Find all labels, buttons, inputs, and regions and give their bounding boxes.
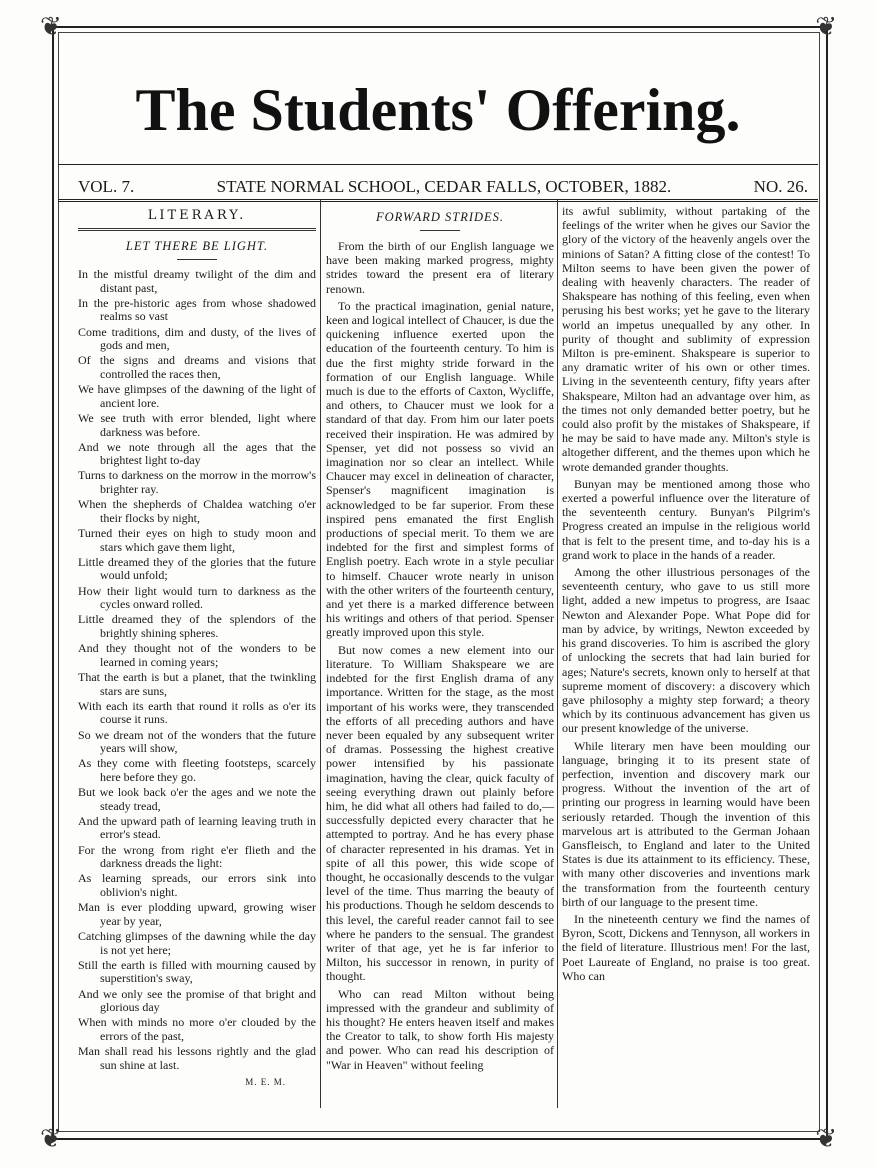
volume: VOL. 7. bbox=[78, 177, 135, 196]
poem-line: When the shepherds of Chaldea watching o'er their flocks by night, bbox=[78, 497, 316, 525]
poem-line: As learning spreads, our errors sink into oblivion's night. bbox=[78, 871, 316, 899]
poem-line: As they come with fleeting footsteps, scarcely here before they go. bbox=[78, 756, 316, 784]
poem-line: Catching glimpses of the dawning while the day is not yet here; bbox=[78, 928, 316, 957]
poem-line: But we look back o'er the ages and we note the steady tread, bbox=[78, 785, 316, 813]
divider bbox=[58, 199, 818, 202]
paragraph: Who can read Milton without being impressed with the grandeur and sublimity of his thought? He enters heaven itself and makes the Creator to talk, to show forth His majesty and power. Who can read his description of "War in Heaven" without feeling bbox=[326, 986, 554, 1072]
corner-ornament-icon: ❦ bbox=[40, 1124, 62, 1153]
poem-line: Turns to darkness on the morrow in the morrow's brighter ray. bbox=[78, 468, 316, 497]
poem-line: And we only see the promise of that bright and glorious day bbox=[78, 986, 316, 1015]
poem-line: In the mistful dreamy twilight of the dim and distant past, bbox=[78, 267, 316, 295]
poem-line: And they thought not of the wonders to be learned in coming years; bbox=[78, 641, 316, 669]
poem-line: And we note through all the ages that the brightest light to-day bbox=[78, 439, 316, 468]
poem-line: With each its earth that round it rolls as o'er its course it runs. bbox=[78, 698, 316, 727]
poem-line: Still the earth is filled with mourning caused by superstition's sway, bbox=[78, 957, 316, 986]
masthead-title: The Students' Offering. bbox=[135, 77, 741, 143]
poem-line: Turned their eyes on high to study moon and stars which gave them light, bbox=[78, 526, 316, 554]
school-date: STATE NORMAL SCHOOL, CEDAR FALLS, OCTOBER, 1882. bbox=[216, 177, 672, 196]
poem-line: When with minds no more o'er clouded by the errors of the past, bbox=[78, 1015, 316, 1043]
poem-line: Of the signs and dreams and visions that controlled the races then, bbox=[78, 353, 316, 381]
paragraph: Among the other illustrious personages of the seventeenth century, who gave to us still more light, added a new impetus to progress, are Isaac Newton and Alexander Pope. What Pope did for man by advice, by writings, Newton exceeded by his grand discoveries. To him is ascribed the glory of unlocking the secrets that had lain buried for ages; Nature's secrets, known only to herself at that supreme moment of discovery: a discovery which gave philosophy a mighty step forward; a theory which by its continuous advancement has given us our present knowledge of the universe. bbox=[562, 565, 810, 736]
paragraph: While literary men have been moulding our language, bringing it to its present state of perfection, invention and discovery mark our progress. Without the invention of the art of printing our progress in learning would have been seriously retarded. Though the invention of this marvelous art is attributed to the German Johaan Gansfleisch, to England and later to the United States is due its attainment to its efficiency. These, with many other discoveries and inventions mark the transformation from the fourteenth century birth of our language to the present time. bbox=[562, 738, 810, 909]
paragraph: Bunyan may be mentioned among those who exerted a powerful influence over the literature of the seventeenth century. Bunyan's Pilgrim's Progress created an impulse in the religious world that is felt to the present time, and to-day his is a grand work to place in the hands of a reader. bbox=[562, 476, 810, 562]
divider bbox=[58, 164, 818, 165]
article-body-continued bbox=[562, 204, 810, 983]
divider bbox=[177, 259, 217, 260]
poem-line: In the pre-historic ages from whose shadowed realms so vast bbox=[78, 295, 316, 324]
poem-line: And the upward path of learning leaving truth in error's stead. bbox=[78, 813, 316, 842]
poem-line: How their light would turn to darkness as the cycles onward rolled. bbox=[78, 583, 316, 612]
poem-line: Man shall read his lessons rightly and the glad sun shine at last. bbox=[78, 1044, 316, 1072]
poem-line: Little dreamed they of the splendors of the brightly shining spheres. bbox=[78, 612, 316, 640]
issue-number: NO. 26. bbox=[753, 177, 808, 196]
column-divider bbox=[557, 200, 558, 1108]
corner-ornament-icon: ❦ bbox=[815, 12, 837, 41]
article-body bbox=[326, 239, 554, 1072]
poem-line: So we dream not of the wonders that the future years will show, bbox=[78, 727, 316, 756]
corner-ornament-icon: ❦ bbox=[815, 1124, 837, 1153]
poem-line: We have glimpses of the dawning of the light of ancient lore. bbox=[78, 382, 316, 410]
poem-title: LET THERE BE LIGHT. bbox=[125, 239, 269, 253]
poem-body bbox=[78, 268, 316, 1072]
paragraph: From the birth of our English language we have been making marked progress, mighty strides toward the present era of literary renown. bbox=[326, 239, 554, 296]
paragraph: To the practical imagination, genial nature, keen and logical intellect of Chaucer, is due the quickening influence exerted upon the education of the fourteenth century. To him is due the first mighty stride forward in the formation of our English language. While much is due to the efforts of Caxton, Wycliffe, and others, to Chaucer must we look for a standard of that day. From him our later poets received their inspiration. He was admired by Spenser, yet did not possess so vivid an imagination nor so clear an intellect. While Chaucer may excel in delineation of character, Spenser's magnificent imagination is acknowledged to be far superior. From these inspired pens emanated the first English productions of special merit. To them we are indebted for the first and simplest forms of English poetry. Each wrote in a style peculiar to himself. Chaucer wrote nearly in unison with the other writers of the fourteenth century, and yet there is a marked difference between his writings and others of that period. Spenser greatly improved upon this style. bbox=[326, 298, 554, 640]
paragraph: In the nineteenth century we find the names of Byron, Scott, Dickens and Tennyson, all workers in the field of literature. Illustrious men! For the last, Poet Laureate of England, no praise is too great. Who can bbox=[562, 911, 810, 983]
poem-line: Little dreamed they of the glories that the future would unfold; bbox=[78, 554, 316, 583]
dateline bbox=[78, 177, 808, 197]
corner-ornament-icon: ❦ bbox=[40, 12, 62, 41]
paragraph: its awful sublimity, without partaking of the feelings of the writer when he gives our Savior the glory of the victory of the heavenly angels over the minions of Satan? A fitting close of the contest! To Milton seems to have been given the power of dealing with heavenly characters. The reader of Shakspeare has nothing of this feeling, even when perusing his best works; yet he gave to the literary world an impetus unequalled by any other. In purity of thought and sublimity of expression Milton is pre-eminent. Shakspeare is superior to any dramatic writer of his own or other times. Living in the seventeenth century, fifty years after Shakspeare, Milton had an advantage over him, as the times not only demanded better poetry, but he could also profit by the mistakes of Shakspeare, if he may be said to have made any. Milton's style is altogether different, and the themes upon which he wrote demanded grander thoughts. bbox=[562, 204, 810, 474]
poem-line: For the wrong from right e'er flieth and the darkness dreads the light: bbox=[78, 842, 316, 871]
column-article bbox=[326, 208, 554, 1075]
paragraph: But now comes a new element into our literature. To William Shakspeare we are indebted for the first English drama of any importance. Written for the stage, as the most important of his works were, they transcended the efforts of all preceding authors and have never been equaled by any subsequent writer of dramas. Possessing the highest creative power intensified by his passionate imagination, having the clear, quick faculty of seeing everything drawn out plainly before him, he did what all others had failed to do,—successfully depicted every character that he attempted to portray. And he has every phase of character represented in his dramas. Yet in spite of all this power, this wide scope of thought, he occasionally descends to the vulgar level of the time. Thus marring the beauty of his productions. Though he seldom descends to this level, the careful reader cannot fail to see where he panders to the sensual. The grandest writer of that age, yet he is far inferior to Milton, his successor in renown, in purity of thought. bbox=[326, 642, 554, 984]
column-divider bbox=[320, 200, 321, 1108]
column-literary bbox=[78, 208, 316, 1088]
column-article-continued bbox=[562, 204, 810, 986]
poem-line: Man is ever plodding upward, growing wiser year by year, bbox=[78, 900, 316, 928]
poem-line: We see truth with error blended, light where darkness was before. bbox=[78, 410, 316, 439]
article-title: FORWARD STRIDES. bbox=[375, 210, 505, 224]
signature: M. E. M. bbox=[245, 1077, 286, 1088]
divider bbox=[420, 230, 460, 231]
section-heading: LITERARY. bbox=[78, 208, 316, 231]
poem-line: Come traditions, dim and dusty, of the lives of gods and men, bbox=[78, 324, 316, 353]
poem-line: That the earth is but a planet, that the twinkling stars are suns, bbox=[78, 669, 316, 698]
